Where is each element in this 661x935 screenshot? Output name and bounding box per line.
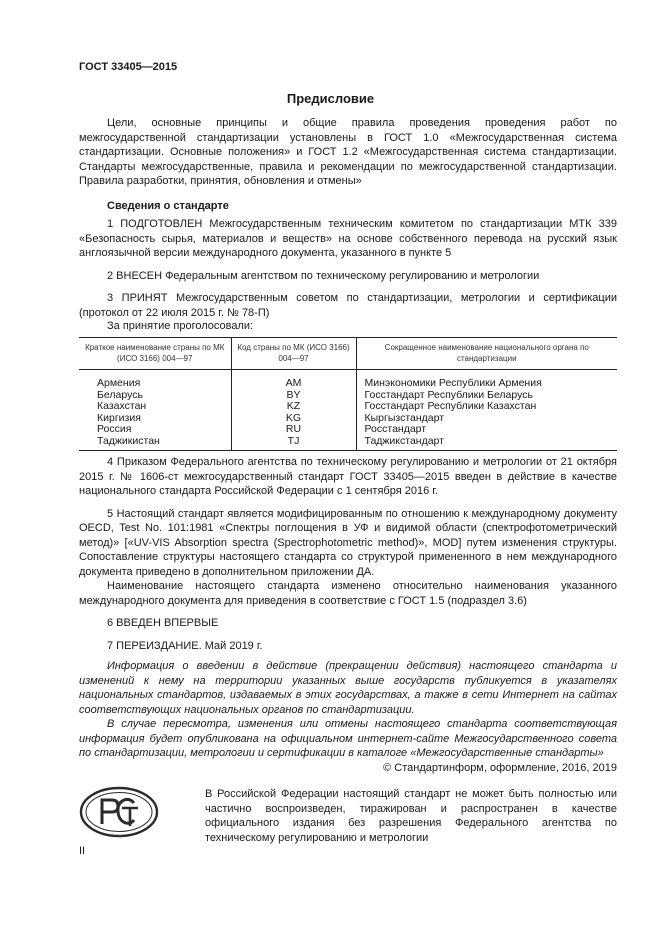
body-cell: Минэкономики Республики Армения xyxy=(356,370,617,390)
table-header-row xyxy=(79,338,617,370)
item-2: 2 ВНЕСЕН Федеральным агентством по техническому регулированию и метрологии xyxy=(107,269,540,282)
header-body: Сокращенное наименование национального органа по стандартизации xyxy=(356,338,617,370)
copyright-notice: В Российской Федерации настоящий стандарт не может быть полностью или частично воспроизведен, тиражирован и распространен в качестве официального издания без разрешения Федерального агентства по техническому регулированию и метрологии xyxy=(205,788,617,844)
body-cell: Таджикстандарт xyxy=(356,436,617,451)
country-cell: Армения xyxy=(97,377,141,389)
body-cell: Госстандарт Республики Казахстан xyxy=(356,401,617,413)
table-row xyxy=(79,390,617,402)
logo-text: РСТ xyxy=(119,836,121,837)
item-6: 6 ВВЕДЕН ВПЕРВЫЕ xyxy=(107,617,219,629)
intro-section xyxy=(79,116,617,189)
items-4-7 xyxy=(79,455,617,653)
page-number: II xyxy=(79,845,86,857)
country-cell: Казахстан xyxy=(97,400,147,412)
body-cell: Кыргызстандарт xyxy=(356,413,617,425)
info-paragraph-2: В случае пересмотра, изменения или отмены настоящего стандарта соответствующая информация будет опубликована на официальном интернет-сайте Межгосударственного совета по стандартизации, метрологии и сертификации в каталоге «Межгосударственные стандарты» xyxy=(79,718,617,759)
header-country: Краткое наименование страны по МК (ИСО 3166) 004—97 xyxy=(79,338,231,370)
country-cell: Киргизия xyxy=(97,411,141,424)
body-cell: Росстандарт xyxy=(356,424,617,436)
voting-table xyxy=(79,337,617,451)
intro-paragraph: Цели, основные принципы и общие правила проведения проведения работ по межгосударственной стандартизации установлены в ГОСТ 1.0 «Межгосударственная система стандартизации. Основные положения» и ГОСТ 1.2 «Межгосударственная система стандартизации. Стандарты межгосударственные, правила и рекомендации по межгосударственной стандартизации. Правила разработки, принятия, обновления и отмены» xyxy=(79,117,617,187)
code-cell: AM xyxy=(231,370,356,390)
info-paragraph-1: Информация о введении в действие (прекращении действия) настоящего стандарта и изменений к нему на территории указанных выше государств публикуется в указателях национальных стандартов, издаваемых в этих государствах, а также в сети Интернет на сайтах соответствующих национальных органов по стандартизации. xyxy=(79,660,617,716)
table-row xyxy=(79,413,617,425)
rst-emblem-icon xyxy=(78,786,160,838)
country-cell: Беларусь xyxy=(97,388,143,401)
document-code: ГОСТ 33405—2015 xyxy=(79,61,178,73)
country-cell: Россия xyxy=(97,423,132,435)
body-cell: Госстандарт Республики Беларусь xyxy=(356,390,617,402)
table-row xyxy=(79,424,617,436)
gost-r-logo xyxy=(78,786,160,838)
code-cell: RU xyxy=(231,424,356,436)
item-5-note: Наименование настоящего стандарта изменено относительно наименования указанного международного документа для приведения в соответствие с ГОСТ 1.5 (подраздел 3.6) xyxy=(79,580,617,607)
item-4: 4 Приказом Федерального агентства по техническому регулированию и метрологии от 21 октября 2015 г. № 1606-ст межгосударственный стандарт ГОСТ 33405—2015 введен в действие в качестве национального стандарта Российской Федерации с 1 сентября 2016 г. xyxy=(79,456,617,497)
page-title: Предисловие xyxy=(286,91,375,106)
votes-label: За принятие проголосовали: xyxy=(107,320,254,332)
country-cell: Таджикистан xyxy=(79,436,231,451)
item-3: 3 ПРИНЯТ Межгосударственным советом по стандартизации, метрологии и сертификации (протокол от 22 июля 2015 г. № 78-П) xyxy=(79,292,617,319)
table-row xyxy=(79,401,617,413)
code-cell: KZ xyxy=(231,401,356,413)
items-1-3 xyxy=(79,217,617,320)
header-code: Код страны по МК (ИСО 3166) 004—97 xyxy=(231,338,356,370)
item-1: 1 ПОДГОТОВЛЕН Межгосударственным техническим комитетом по стандартизации МТК 339 «Безопасность сырья, материалов и веществ» на основе собственного перевода на русский язык англоязычной версии международного документа, указанного в пункте 5 xyxy=(79,218,617,259)
code-cell: TJ xyxy=(231,436,356,451)
item-7: 7 ПЕРЕИЗДАНИЕ. Май 2019 г. xyxy=(107,639,263,652)
copyright: © Стандартинформ, оформление, 2016, 2019 xyxy=(383,762,617,774)
table-row xyxy=(79,436,617,451)
code-cell: KG xyxy=(231,413,356,425)
table-row xyxy=(79,370,617,390)
item-5: 5 Настоящий стандарт является модифицированным по отношению к международному документу OECD, Test No. 101:1981 «Спектры поглощения в УФ и видимой области (спектрофотометрический метод)» [«UV-VIS Absorption spectra (Spectrophotometric method)», MOD] путем изменения структуры. Сопоставление структуры настоящего стандарта со структурой примененного в нем международного документа приведено в дополнительном приложении ДА. xyxy=(79,507,617,578)
section-heading: Сведения о стандарте xyxy=(107,200,229,212)
code-cell: BY xyxy=(231,390,356,402)
info-section xyxy=(79,659,617,761)
